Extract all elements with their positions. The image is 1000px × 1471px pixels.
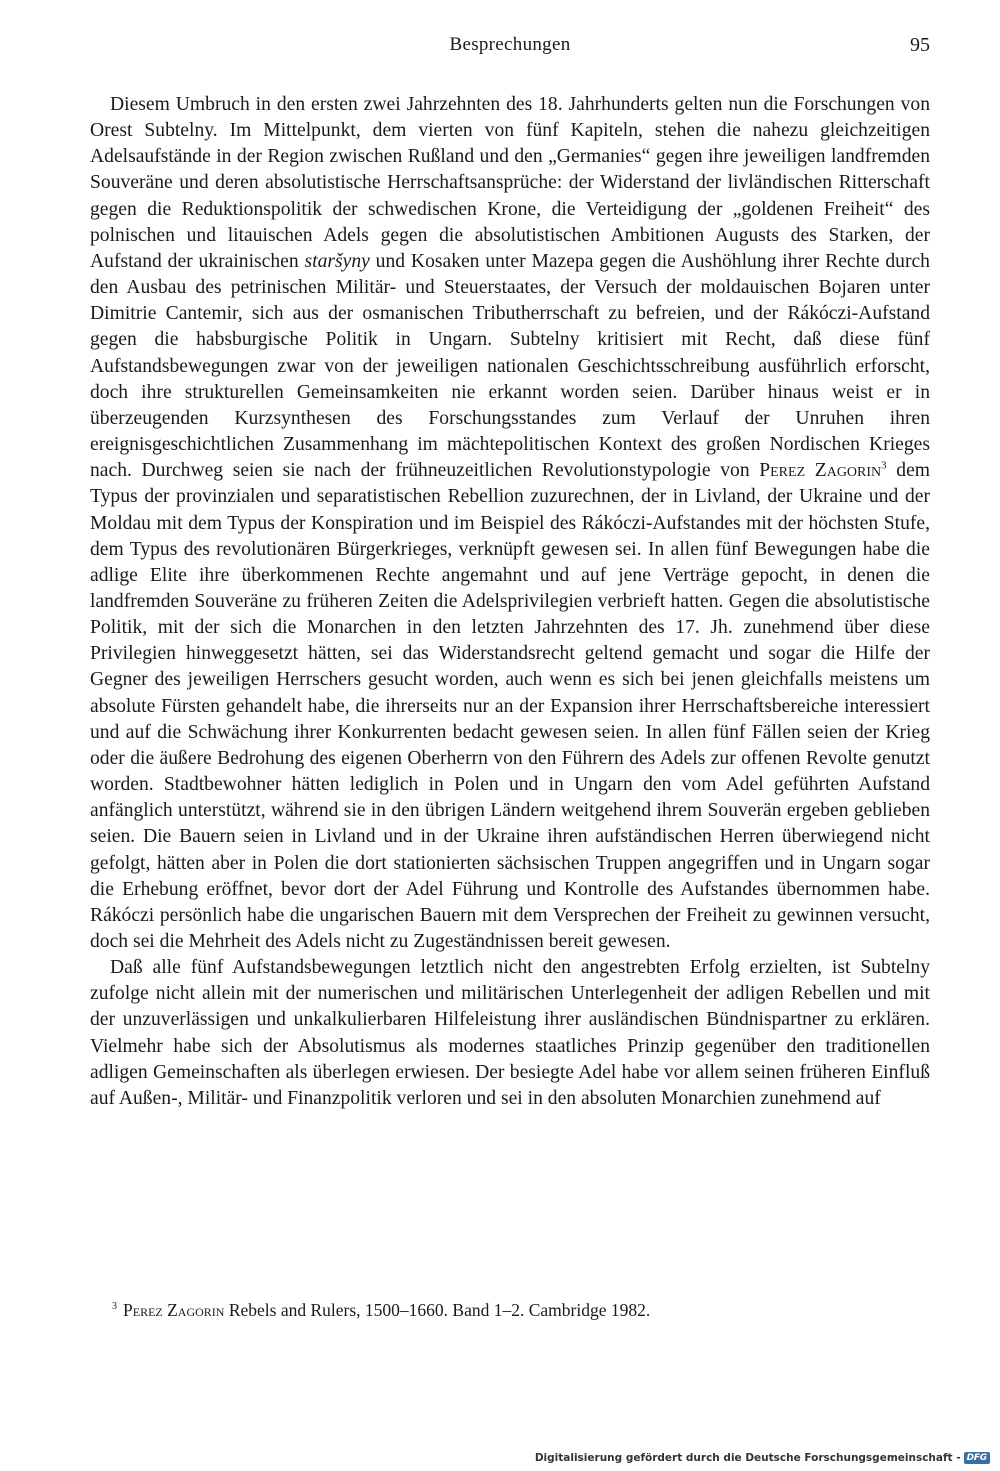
body-text bbox=[90, 92, 930, 1112]
page-number: 95 bbox=[910, 34, 930, 56]
paragraph-1-text-c: dem Typus der provinzialen und separatistischen Rebellion zuzurechnen, der in Livland, der Ukraine und der Moldau mit dem Typus der Konspiration und im Beispiel des Rákóczi-Aufstandes mit der höchsten Stufe, dem Typus des revolutionären Bürgerkrieges, verknüpft gewesen sei. In allen fünf Bewegungen habe die adlige Elite ihre überkommenen Rechte angemahnt und auf jene Verträge gepocht, in denen die landfremden Souveräne zu früheren Zeiten die Adelsprivilegien verbrieft hatten. Gegen die absolutistische Politik, mit der sich die Monarchen in den letzten Jahrzehnten des 17. Jh. zunehmend über diese Privilegien hinweggesetzt hätten, sei das Widerstandsrecht geltend gemacht und sogar die Hilfe der Gegner des jeweiligen Herrschers gesucht worden, auch wenn es sich bei jenen gleichfalls meistens um absolute Fürsten gehandelt habe, die ihrerseits nur an der Expansion ihrer Herrschaftsbereiche interessiert und auf die Schwächung ihrer Konkurrenten bedacht gewesen seien. In allen fünf Fällen seien der Krieg oder die äußere Bedrohung des eigenen Oberherrn von den Führern des Adels zur offenen Revolte genutzt worden. Stadtbewohner hätten lediglich in Polen und in Ungarn den vom Adel geführten Aufstand anfänglich unterstützt, während sie in den übrigen Ländern weitgehend ihrem Souverän ergeben geblieben seien. Die Bauern seien in Livland und in der Ukraine ihren aufständischen Herren überwiegend nicht gefolgt, hätten aber in Polen die dort stationierten sächsischen Truppen angegriffen und in Ungarn sogar die Erhebung eröffnet, bevor dort der Adel Führung und Kontrolle des Aufstandes übernommen habe. Rákóczi persönlich habe die ungarischen Bauern mit dem Versprechen der Freiheit zu gewinnen versucht, doch sei die Mehrheit des Adels nicht zu Zugeständnissen bereit gewesen. bbox=[90, 460, 931, 952]
paragraph-2: Daß alle fünf Aufstandsbewegungen letztlich nicht den angestrebten Erfolg erzielten, ist Subtelny zufolge nicht allein mit der numerischen und militärischen Unterlegenheit der adligen Rebellen und mit der unzuverlässigen und unkalkulierbaren Hilfeleistung ihrer ausländischen Bündnispartner zu erklären. Vielmehr habe sich der Absolutismus als modernes staatliches Prinzip gegenüber den traditionellen adligen Gemeinschaften als überlegen erwiesen. Der besiegte Adel habe vor allem seinen früheren Einfluß auf Außen-, Militär- und Finanzpolitik verloren und sei in den absoluten Monarchien zunehmend auf bbox=[90, 957, 930, 1109]
footnote-number: 3 bbox=[112, 1301, 117, 1312]
footnote-reference[interactable]: 3 bbox=[881, 459, 887, 472]
page-header bbox=[90, 34, 930, 64]
footnote-author: Perez Zagorin bbox=[123, 1299, 225, 1320]
digitization-footer bbox=[535, 1449, 990, 1467]
dfg-logo-icon: DFG bbox=[964, 1452, 990, 1464]
paragraph-1 bbox=[90, 92, 930, 955]
italic-term: staršyny bbox=[304, 250, 370, 272]
running-head: Besprechungen bbox=[449, 34, 571, 55]
footer-credit: Digitalisierung gefördert durch die Deutsche Forschungsgemeinschaft - bbox=[534, 1452, 961, 1464]
author-name: Perez Zagorin bbox=[759, 460, 882, 482]
footnote bbox=[112, 1296, 912, 1321]
footnote-citation: Rebels and Rulers, 1500–1660. Band 1–2. Cambridge 1982. bbox=[224, 1299, 651, 1320]
paragraph-1-text-b: und Kosaken unter Mazepa gegen die Aushöhlung ihrer Rechte durch den Ausbau des petrinischen Militär- und Steuerstaates, der Versuch der moldauischen Bojaren unter Dimitrie Cantemir, sich aus der osmanischen Tributherrschaft zu befreien, und der Rákóczi-Aufstand gegen die habsburgische Politik in Ungarn. Subtelny kritisiert mit Recht, daß diese fünf Aufstandsbewegungen zwar von der jeweiligen nationalen Geschichtsschreibung ausführlich erforscht, doch ihre strukturellen Gemeinsamkeiten nie erkannt worden seien. Darüber hinaus weist er in überzeugenden Kurzsynthesen des Forschungsstandes zum Verlauf der Unruhen ihren ereignisgeschichtlichen Zusammenhang im mächtepolitischen Kontext des großen Nordischen Krieges nach. Durchweg seien sie nach der frühneuzeitlichen Revolutionstypologie von bbox=[90, 250, 930, 482]
paragraph-1-text-a: Diesem Umbruch in den ersten zwei Jahrzehnten des 18. Jahrhunderts gelten nun die Forschungen von Orest Subtelny. Im Mittelpunkt, dem vierten von fünf Kapiteln, stehen die nahezu gleichzeitigen Adelsaufstände in der Region zwischen Rußland und den „Germanies“ gegen ihre jeweiligen landfremden Souveräne und deren absolutistische Herrschaftsansprüche: der Widerstand der livländischen Ritterschaft gegen die Reduktionspolitik der schwedischen Krone, die Verteidigung der „goldenen Freiheit“ des polnischen und litauischen Adels gegen die absolutistischen Ambitionen Augusts des Starken, der Aufstand der ukrainischen bbox=[90, 94, 930, 272]
